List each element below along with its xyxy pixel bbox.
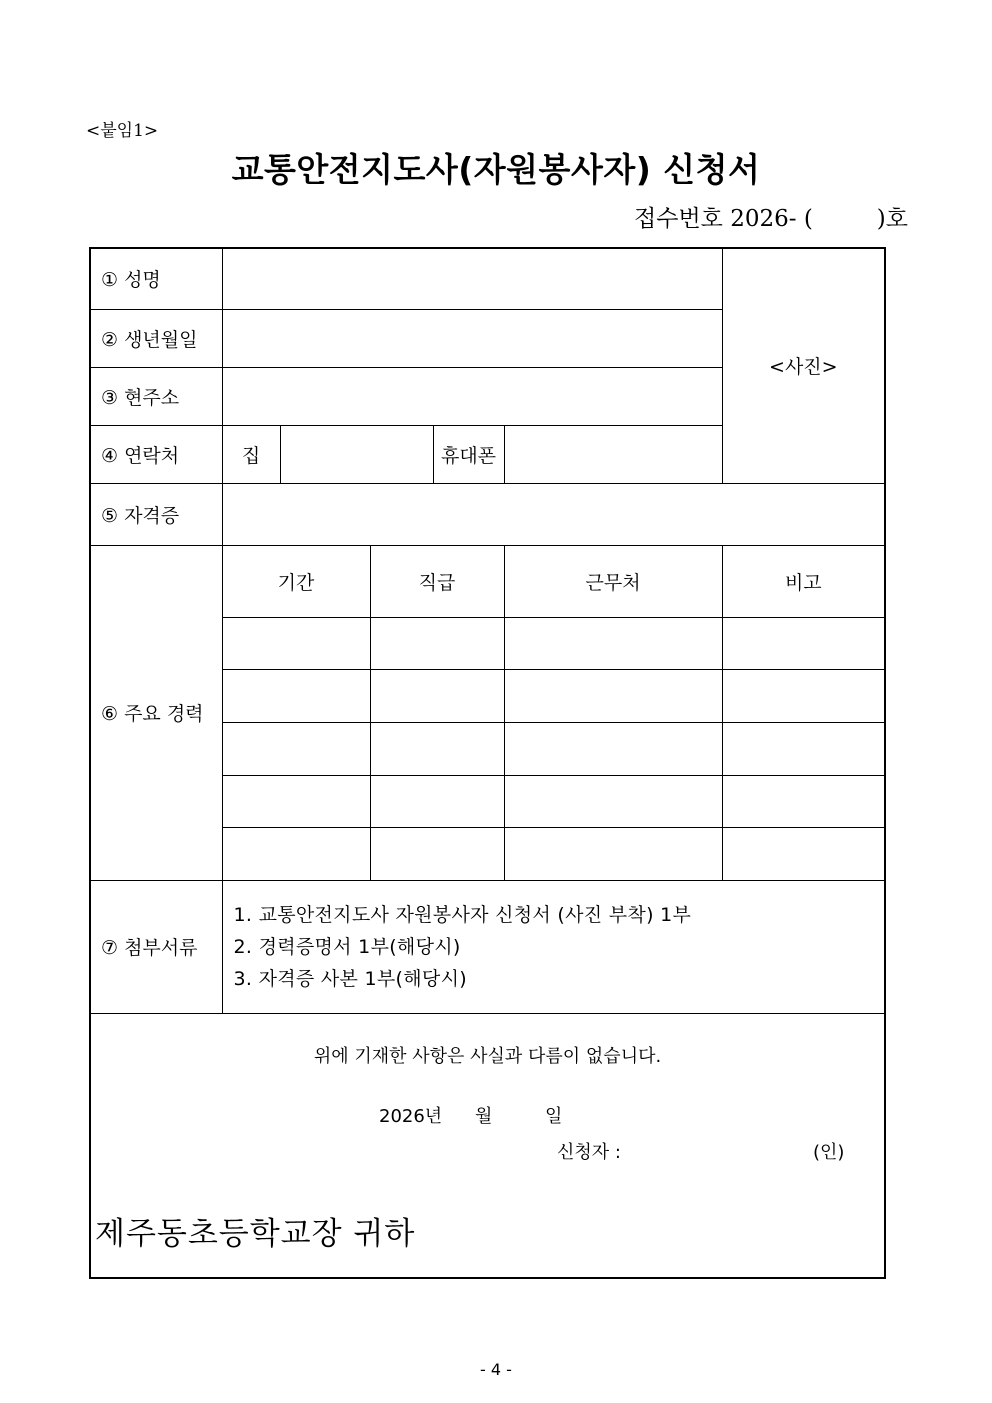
- career-position-cell[interactable]: [370, 827, 504, 880]
- career-period-cell[interactable]: [222, 827, 370, 880]
- attachment-item: 2. 경력증명서 1부(해당시): [233, 935, 461, 958]
- career-position-cell[interactable]: [370, 617, 504, 669]
- address-label: ③ 현주소: [90, 367, 222, 425]
- career-label: ⑥ 주요 경력: [90, 545, 222, 880]
- page-number: - 4 -: [480, 1360, 512, 1379]
- declaration-text: 위에 기재한 사항은 사실과 다름이 없습니다.: [313, 1045, 662, 1067]
- name-field[interactable]: [222, 248, 722, 309]
- license-field[interactable]: [222, 483, 885, 545]
- application-form-table: [89, 247, 886, 1279]
- receipt-prefix: 접수번호 2026- (: [634, 206, 813, 232]
- name-label: ① 성명: [90, 248, 222, 309]
- recipient: 제주동초등학교장 귀하: [95, 1215, 416, 1252]
- career-position-cell[interactable]: [370, 722, 504, 775]
- birth-field[interactable]: [222, 309, 722, 367]
- home-phone-field[interactable]: [280, 425, 433, 483]
- career-period-cell[interactable]: [222, 775, 370, 827]
- career-remarks-cell[interactable]: [722, 827, 885, 880]
- photo-area[interactable]: [722, 248, 885, 483]
- career-period-cell[interactable]: [222, 617, 370, 669]
- receipt-number: [634, 200, 908, 233]
- career-workplace-cell[interactable]: [504, 617, 722, 669]
- applicant-label: 신청자 :: [557, 1141, 621, 1163]
- career-workplace-cell[interactable]: [504, 722, 722, 775]
- career-remarks-cell[interactable]: [722, 669, 885, 722]
- career-position-cell[interactable]: [370, 775, 504, 827]
- career-remarks-cell[interactable]: [722, 617, 885, 669]
- date-day[interactable]: 일: [545, 1105, 563, 1127]
- attachment-item: 1. 교통안전지도사 자원봉사자 신청서 (사진 부착) 1부: [233, 903, 692, 926]
- career-header-workplace: 근무처: [504, 545, 722, 617]
- receipt-suffix: )호: [876, 206, 908, 232]
- attachments-label: ⑦ 첨부서류: [90, 880, 222, 1013]
- career-remarks-cell[interactable]: [722, 775, 885, 827]
- mobile-phone-label: 휴대폰: [433, 425, 504, 483]
- attachment-item: 3. 자격증 사본 1부(해당시): [233, 967, 467, 990]
- career-remarks-cell[interactable]: [722, 722, 885, 775]
- career-workplace-cell[interactable]: [504, 827, 722, 880]
- birth-label: ② 생년월일: [90, 309, 222, 367]
- career-position-cell[interactable]: [370, 669, 504, 722]
- photo-label: <사진>: [769, 356, 838, 379]
- career-header-remarks: 비고: [722, 545, 885, 617]
- home-phone-label: 집: [222, 425, 280, 483]
- attachments-list: [222, 880, 885, 1013]
- career-period-cell[interactable]: [222, 669, 370, 722]
- form-title: 교통안전지도사(자원봉사자) 신청서: [231, 150, 761, 189]
- license-label: ⑤ 자격증: [90, 483, 222, 545]
- career-workplace-cell[interactable]: [504, 669, 722, 722]
- declaration-section: [90, 1013, 885, 1278]
- date-year: 2026년: [379, 1105, 443, 1127]
- contact-label: ④ 연락처: [90, 425, 222, 483]
- address-field[interactable]: [222, 367, 722, 425]
- career-workplace-cell[interactable]: [504, 775, 722, 827]
- seal-mark: (인): [813, 1141, 845, 1163]
- date-month[interactable]: 월: [475, 1105, 493, 1127]
- mobile-phone-field[interactable]: [504, 425, 722, 483]
- career-period-cell[interactable]: [222, 722, 370, 775]
- attachment-label: <붙임1>: [86, 121, 159, 141]
- career-header-period: 기간: [222, 545, 370, 617]
- career-header-position: 직급: [370, 545, 504, 617]
